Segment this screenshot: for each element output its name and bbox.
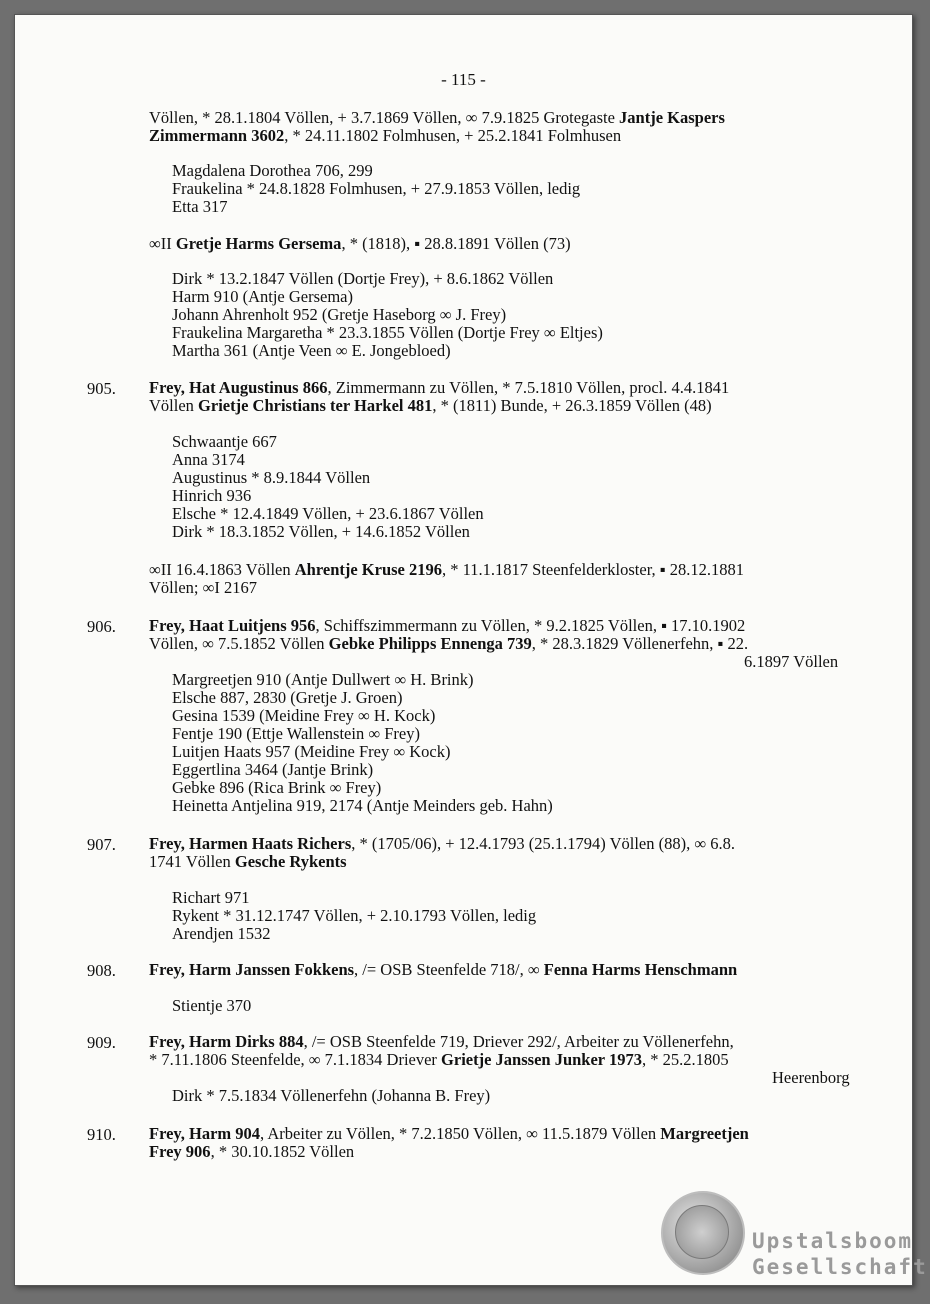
entry-number: 910. — [87, 1125, 116, 1144]
text-line — [149, 835, 735, 853]
bold-name: Frey, Haat Luitjens 956 — [149, 616, 316, 635]
text-segment: , * (1705/06), + 12.4.1793 (25.1.1794) Völlen (88), ∞ 6.8. — [351, 834, 735, 853]
text-segment: Elsche 887, 2830 (Gretje J. Groen) — [172, 688, 403, 707]
text-line — [149, 235, 571, 253]
text-segment: Fraukelina * 24.8.1828 Folmhusen, + 27.9.1853 Völlen, ledig — [172, 179, 581, 198]
bold-name: Frey, Harm 904 — [149, 1124, 261, 1143]
text-segment: Völlen, ∞ 7.5.1852 Völlen — [149, 634, 329, 653]
text-line — [172, 889, 249, 907]
text-segment: , Arbeiter zu Völlen, * 7.2.1850 Völlen, ∞ 11.5.1879 Völlen — [260, 1124, 661, 1143]
text-segment: 1741 Völlen — [149, 852, 235, 871]
text-segment: Eggertlina 3464 (Jantje Brink) — [172, 760, 374, 779]
text-segment: Elsche * 12.4.1849 Völlen, + 23.6.1867 Völlen — [172, 504, 484, 523]
text-line — [172, 180, 580, 198]
text-line — [172, 707, 435, 725]
text-line — [172, 342, 451, 360]
text-segment: Schwaantje 667 — [172, 432, 277, 451]
text-line — [772, 1069, 850, 1087]
text-segment: 6.1897 Völlen — [744, 652, 839, 671]
text-segment: , * (1818), ▪ 28.8.1891 Völlen (73) — [341, 234, 571, 253]
text-line — [744, 653, 838, 671]
seal-logo — [661, 1191, 745, 1275]
text-line — [172, 689, 402, 707]
brand-line-1: Upstalsboom — [752, 1229, 914, 1253]
entry-number: 905. — [87, 379, 116, 398]
text-segment: Johann Ahrenholt 952 (Gretje Haseborg ∞ J. Frey) — [172, 305, 507, 324]
text-segment: , * 25.2.1805 — [641, 1050, 729, 1069]
text-segment: Magdalena Dorothea 706, 299 — [172, 161, 373, 180]
text-segment: , Schiffszimmermann zu Völlen, * 9.2.1825 Völlen, ▪ 17.10.1902 — [315, 616, 746, 635]
text-line — [149, 397, 712, 415]
text-segment: Hinrich 936 — [172, 486, 252, 505]
text-segment: Gebke 896 (Rica Brink ∞ Frey) — [172, 778, 382, 797]
bold-name: Frey, Harm Dirks 884 — [149, 1032, 304, 1051]
bold-name: Gretje Harms Gersema — [175, 234, 342, 253]
text-segment: Margreetjen 910 (Antje Dullwert ∞ H. Brink) — [172, 670, 474, 689]
bold-name: Fenna Harms Henschmann — [543, 960, 738, 979]
text-segment: , * (1811) Bunde, + 26.3.1859 Völlen (48) — [432, 396, 712, 415]
bold-name: Jantje Kaspers — [619, 108, 725, 127]
text-line — [149, 561, 744, 579]
entry-number: 909. — [87, 1033, 116, 1052]
text-line — [172, 671, 474, 689]
text-segment: , /= OSB Steenfelde 718/, ∞ — [354, 960, 544, 979]
text-segment: * 7.11.1806 Steenfelde, ∞ 7.1.1834 Driever — [149, 1050, 442, 1069]
text-segment: Stientje 370 — [172, 996, 252, 1015]
text-line — [149, 109, 725, 127]
text-line — [172, 925, 271, 943]
bold-name: Frey, Harm Janssen Fokkens — [149, 960, 355, 979]
text-line — [149, 1143, 354, 1161]
text-segment: ∞II 16.4.1863 Völlen — [149, 560, 295, 579]
brand-line-2: Gesellschaft — [752, 1255, 928, 1279]
text-segment: Richart 971 — [172, 888, 250, 907]
text-segment: Harm 910 (Antje Gersema) — [172, 287, 353, 306]
text-line — [149, 379, 729, 397]
text-line — [149, 635, 748, 653]
text-segment: Augustinus * 8.9.1844 Völlen — [172, 468, 371, 487]
text-line — [149, 1033, 734, 1051]
text-segment: Völlen — [149, 396, 199, 415]
text-line — [149, 853, 347, 871]
bold-name: Ahrentje Kruse 2196 — [294, 560, 443, 579]
text-segment: Fraukelina Margaretha * 23.3.1855 Völlen (Dortje Frey ∞ Eltjes) — [172, 323, 603, 342]
text-line — [172, 1087, 490, 1105]
text-segment: , * 11.1.1817 Steenfelderkloster, ▪ 28.12.1881 — [442, 560, 745, 579]
text-segment: Heerenborg — [772, 1068, 850, 1087]
text-segment: Arendjen 1532 — [172, 924, 271, 943]
bold-name: Frey, Hat Augustinus 866 — [149, 378, 328, 397]
text-line — [172, 779, 381, 797]
document-page — [14, 14, 928, 1286]
text-line — [172, 198, 227, 216]
text-segment: , * 30.10.1852 Völlen — [210, 1142, 355, 1161]
bold-name: Zimmermann 3602 — [149, 126, 285, 145]
page-number: - 115 - — [441, 70, 486, 89]
text-line — [172, 725, 420, 743]
text-line — [172, 523, 470, 541]
text-line — [172, 306, 506, 324]
entry-number: 907. — [87, 835, 116, 854]
text-segment: Heinetta Antjelina 919, 2174 (Antje Meinders geb. Hahn) — [172, 796, 553, 815]
text-segment: Völlen; ∞I 2167 — [149, 578, 257, 597]
text-line — [149, 127, 621, 145]
text-line — [172, 505, 484, 523]
text-segment: , /= OSB Steenfelde 719, Driever 292/, Arbeiter zu Völlenerfehn, — [303, 1032, 734, 1051]
text-line — [172, 743, 450, 761]
bold-name: Margreetjen — [660, 1124, 749, 1143]
text-line — [172, 797, 553, 815]
text-segment: Gesina 1539 (Meidine Frey ∞ H. Kock) — [172, 706, 436, 725]
text-segment: , * 28.3.1829 Völlenerfehn, ▪ 22. — [531, 634, 749, 653]
bold-name: Frey, Harmen Haats Richers — [149, 834, 352, 853]
text-segment: Dirk * 7.5.1834 Völlenerfehn (Johanna B. Frey) — [172, 1086, 491, 1105]
text-segment: Luitjen Haats 957 (Meidine Frey ∞ Kock) — [172, 742, 451, 761]
text-segment: Dirk * 18.3.1852 Völlen, + 14.6.1852 Völlen — [172, 522, 470, 541]
text-segment: Anna 3174 — [172, 450, 245, 469]
text-line — [149, 1051, 729, 1069]
text-line — [172, 324, 603, 342]
text-line — [172, 997, 251, 1015]
text-line — [172, 761, 373, 779]
bold-name: Frey 906 — [149, 1142, 211, 1161]
text-line — [149, 579, 257, 597]
text-line — [172, 451, 245, 469]
bold-name: Gesche Rykents — [234, 852, 347, 871]
text-line — [172, 907, 536, 925]
text-segment: Rykent * 31.12.1747 Völlen, + 2.10.1793 Völlen, ledig — [172, 906, 537, 925]
text-line — [172, 433, 277, 451]
bold-name: Grietje Janssen Junker 1973 — [441, 1050, 642, 1069]
text-line — [172, 270, 553, 288]
text-segment: Dirk * 13.2.1847 Völlen (Dortje Frey), + 8.6.1862 Völlen — [172, 269, 554, 288]
text-line — [172, 469, 370, 487]
text-segment: Völlen, * 28.1.1804 Völlen, + 3.7.1869 Völlen, ∞ 7.9.1825 Grotegaste — [149, 108, 620, 127]
text-segment: , * 24.11.1802 Folmhusen, + 25.2.1841 Folmhusen — [284, 126, 622, 145]
bold-name: Grietje Christians ter Harkel 481 — [198, 396, 433, 415]
text-segment: ∞II — [149, 234, 176, 253]
text-line — [149, 961, 737, 979]
text-line — [172, 487, 251, 505]
bold-name: Gebke Philipps Ennenga 739 — [328, 634, 532, 653]
text-line — [172, 288, 353, 306]
text-segment: Fentje 190 (Ettje Wallenstein ∞ Frey) — [172, 724, 420, 743]
entry-number: 908. — [87, 961, 116, 980]
text-line — [149, 617, 745, 635]
text-segment: Martha 361 (Antje Veen ∞ E. Jongebloed) — [172, 341, 451, 360]
text-segment: , Zimmermann zu Völlen, * 7.5.1810 Völlen, procl. 4.4.1841 — [327, 378, 730, 397]
text-line — [172, 162, 373, 180]
entry-number: 906. — [87, 617, 116, 636]
text-segment: Etta 317 — [172, 197, 228, 216]
text-line — [149, 1125, 749, 1143]
